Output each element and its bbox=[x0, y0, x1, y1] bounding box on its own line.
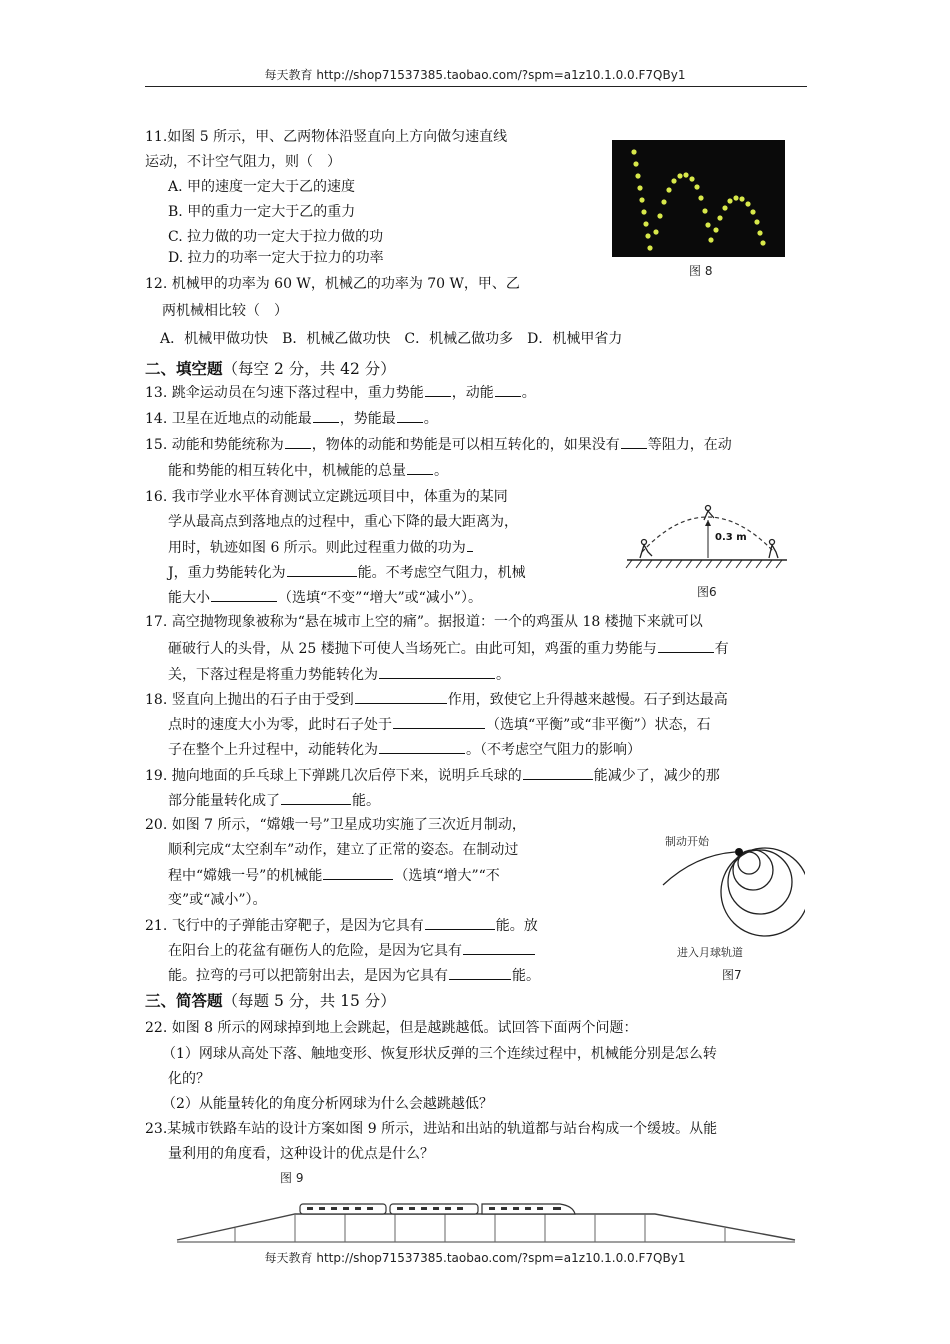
fig6-height-label: 0.3 m bbox=[715, 532, 747, 543]
q19-line1: 19. 抛向地面的乒乓球上下弹跳几次后停下来，说明乒乓球的 能减少了，减少的那 bbox=[145, 765, 720, 786]
q17-line1: 17. 高空抛物现象被称为“悬在城市上空的痛”。据报道：一个的鸡蛋从 18 楼抛下来就可以 bbox=[145, 614, 703, 630]
q14: 14. 卫星在近地点的动能最 ，势能最 。 bbox=[145, 408, 438, 429]
q17-line3: 关，下落过程是将重力势能转化为 。 bbox=[168, 664, 510, 685]
section2-title: 二、填空题 bbox=[145, 360, 223, 378]
fig6-jump-trajectory bbox=[622, 500, 792, 580]
q22-line3: 化的？ bbox=[168, 1071, 210, 1087]
q18-line1: 18. 竖直向上抛出的石子由于受到 作用，致使它上升得越来越慢。石子到达最高 bbox=[145, 689, 728, 710]
q11-option-a: A. 甲的速度一定大于乙的速度 bbox=[168, 179, 356, 195]
q16-line5: 能大小 （选填“不变”“增大”或“减小”）。 bbox=[168, 587, 482, 608]
fig7-caption: 图7 bbox=[722, 968, 742, 982]
q16-line4: J，重力势能转化为 能。不考虑空气阻力，机械 bbox=[168, 562, 526, 583]
q16-line1: 16. 我市学业水平体育测试立定跳远项目中，体重为的某同 bbox=[145, 489, 508, 505]
fig7-enter-label: 进入月球轨道 bbox=[677, 946, 743, 959]
q22-line1: 22. 如图 8 所示的网球掉到地上会跳起，但是越跳越低。试回答下面两个问题： bbox=[145, 1020, 638, 1036]
section3-heading bbox=[145, 990, 396, 1012]
fig9-station-slope bbox=[175, 1196, 800, 1244]
section3-note: （每题 5 分，共 15 分） bbox=[222, 992, 396, 1010]
q17-line2: 砸破行人的头骨，从 25 楼抛下可使人当场死亡。由此可知，鸡蛋的重力势能与 有 bbox=[168, 638, 729, 659]
q11-line1: 11.如图 5 所示，甲、乙两物体沿竖直向上方向做匀速直线 bbox=[145, 129, 508, 145]
page-header: 每天教育 http://shop71537385.taobao.com/?spm=a1z10.1.0.0.F7QBy1 bbox=[264, 68, 686, 82]
q12-line1: 12. 机械甲的功率为 60 W，机械乙的功率为 70 W，甲、乙 bbox=[145, 276, 520, 292]
q21-line2: 在阳台上的花盆有砸伤人的危险，是因为它具有 bbox=[168, 940, 536, 961]
q15-line2: 能和势能的相互转化中，机械能的总量 。 bbox=[168, 460, 448, 481]
q12-options: A．机械甲做功快 B．机械乙做功快 C．机械乙做功多 D．机械甲省力 bbox=[160, 331, 623, 347]
q19-line2: 部分能量转化成了 能。 bbox=[168, 790, 380, 811]
q23-line1: 23.某城市铁路车站的设计方案如图 9 所示，进站和出站的轨道都与站台构成一个缓坡。从能 bbox=[145, 1121, 718, 1137]
q11-option-d: D. 拉力的功率一定大于拉力的功率 bbox=[168, 250, 384, 266]
section3-title: 三、简答题 bbox=[145, 992, 223, 1010]
section2-heading bbox=[145, 358, 396, 380]
q20-line1: 20. 如图 7 所示，“嫦娥一号”卫星成功实施了三次近月制动， bbox=[145, 817, 526, 833]
q22-line4: （2）从能量转化的角度分析网球为什么会越跳越低？ bbox=[162, 1096, 493, 1112]
header-rule bbox=[145, 86, 807, 87]
fig9-train bbox=[300, 1204, 575, 1214]
fig9-caption: 图 9 bbox=[280, 1171, 304, 1185]
q20-line4: 变”或“减小”）。 bbox=[168, 892, 267, 908]
q11-option-b: B. 甲的重力一定大于乙的重力 bbox=[168, 204, 356, 220]
q21-line1: 21. 飞行中的子弹能击穿靶子，是因为它具有 能。放 bbox=[145, 915, 538, 936]
fig7-start-label: 制动开始 bbox=[665, 835, 709, 848]
fig8-bounce-photo bbox=[612, 140, 785, 257]
q22-line2: （1）网球从高处下落、触地变形、恢复形状反弹的三个连续过程中，机械能分别是怎么转 bbox=[162, 1046, 717, 1062]
q15-line1: 15. 动能和势能统称为 ，物体的动能和势能是可以相互转化的，如果没有 等阻力，在动 bbox=[145, 434, 732, 455]
q23-line2: 量利用的角度看，这种设计的优点是什么？ bbox=[168, 1146, 434, 1162]
q16-line2: 学从最高点到落地点的过程中，重心下降的最大距离为， bbox=[168, 514, 518, 530]
fig6-caption: 图6 bbox=[697, 585, 717, 599]
q18-line3: 子在整个上升过程中，动能转化为 。（不考虑空气阻力的影响） bbox=[168, 739, 641, 760]
q12-line2: 两机械相比较（ ） bbox=[162, 303, 288, 319]
fig7-lunar-orbit bbox=[655, 830, 805, 960]
q20-line2: 顺利完成“太空刹车”动作，建立了正常的姿态。在制动过 bbox=[168, 842, 519, 858]
q20-line3: 程中“嫦娥一号”的机械能 （选填“增大”“不 bbox=[168, 865, 500, 886]
page-footer: 每天教育 http://shop71537385.taobao.com/?spm=a1z10.1.0.0.F7QBy1 bbox=[264, 1251, 686, 1265]
q21-line3: 能。拉弯的弓可以把箭射出去，是因为它具有 能。 bbox=[168, 965, 540, 986]
q11-option-c: C. 拉力做的功一定大于拉力做的功 bbox=[168, 229, 384, 245]
q13: 13. 跳伞运动员在匀速下落过程中，重力势能 ，动能 。 bbox=[145, 382, 536, 403]
q18-line2: 点时的速度大小为零，此时石子处于 （选填“平衡”或“非平衡”）状态，石 bbox=[168, 714, 711, 735]
q11-line2: 运动，不计空气阻力，则（ ） bbox=[145, 154, 341, 170]
section2-note: （每空 2 分，共 42 分） bbox=[222, 360, 396, 378]
fig8-caption: 图 8 bbox=[689, 264, 713, 278]
q16-line3: 用时，轨迹如图 6 所示。则此过程重力做的功为 bbox=[168, 537, 474, 558]
